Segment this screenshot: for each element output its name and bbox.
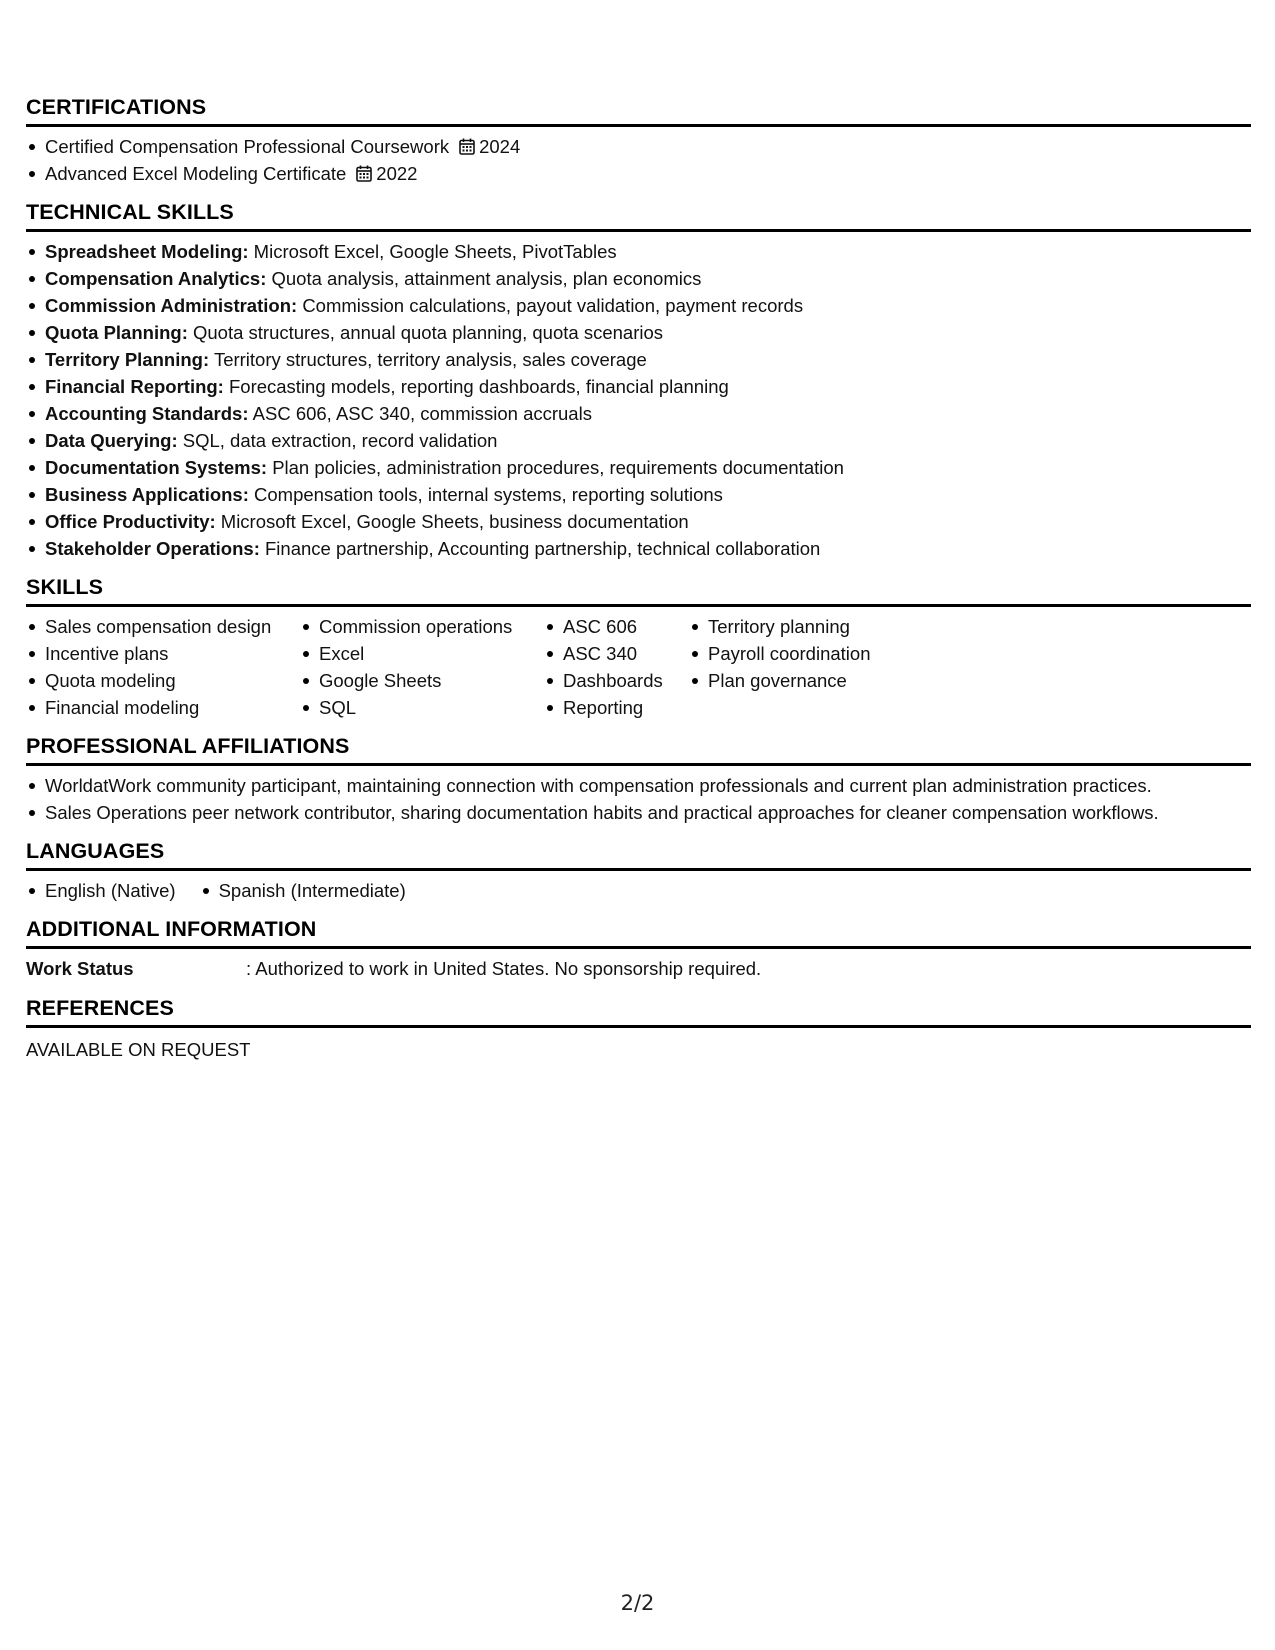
technical-skills-list bbox=[26, 232, 1251, 574]
languages-heading: LANGUAGES bbox=[26, 838, 1251, 871]
technical-skill-label: Compensation Analytics: bbox=[45, 268, 267, 289]
technical-skill-label: Commission Administration: bbox=[45, 295, 298, 316]
additional-info-heading: ADDITIONAL INFORMATION bbox=[26, 916, 1251, 949]
skill-item: SQL bbox=[300, 694, 544, 721]
skill-item: Google Sheets bbox=[300, 667, 544, 694]
technical-skill-text: Finance partnership, Accounting partnership, technical collaboration bbox=[265, 538, 821, 559]
references-section bbox=[26, 995, 1251, 1063]
technical-skill-label: Spreadsheet Modeling: bbox=[45, 241, 249, 262]
technical-skill-item bbox=[26, 508, 1251, 535]
affiliation-item: WorldatWork community participant, maintaining connection with compensation professionals and current plan administration practices. bbox=[26, 772, 1251, 799]
calendar-icon bbox=[356, 165, 372, 182]
skills-column bbox=[689, 613, 909, 721]
skill-item: Payroll coordination bbox=[689, 640, 909, 667]
skill-item: Commission operations bbox=[300, 613, 544, 640]
technical-skill-item bbox=[26, 481, 1251, 508]
technical-skill-label: Financial Reporting: bbox=[45, 376, 224, 397]
technical-skill-text: Microsoft Excel, Google Sheets, business documentation bbox=[220, 511, 689, 532]
skill-item: Sales compensation design bbox=[26, 613, 300, 640]
technical-skill-item bbox=[26, 292, 1251, 319]
references-text: AVAILABLE ON REQUEST bbox=[26, 1039, 251, 1060]
certifications-section bbox=[26, 94, 1251, 199]
certification-year: 2024 bbox=[479, 136, 521, 157]
skill-item: Quota modeling bbox=[26, 667, 300, 694]
languages-list bbox=[26, 871, 1251, 916]
technical-skill-item bbox=[26, 265, 1251, 292]
affiliations-heading: PROFESSIONAL AFFILIATIONS bbox=[26, 733, 1251, 766]
technical-skill-item bbox=[26, 373, 1251, 400]
technical-skill-item bbox=[26, 346, 1251, 373]
certification-name: Certified Compensation Professional Coursework bbox=[45, 136, 450, 157]
references-heading: REFERENCES bbox=[26, 995, 1251, 1028]
technical-skill-label: Accounting Standards: bbox=[45, 403, 249, 424]
language-item: English (Native) bbox=[26, 877, 176, 904]
skills-heading: SKILLS bbox=[26, 574, 1251, 607]
languages-section bbox=[26, 838, 1251, 916]
affiliations-section bbox=[26, 733, 1251, 838]
skill-item: Reporting bbox=[544, 694, 689, 721]
technical-skill-label: Business Applications: bbox=[45, 484, 249, 505]
skill-item: Excel bbox=[300, 640, 544, 667]
affiliations-list bbox=[26, 766, 1251, 838]
technical-skill-text: Quota analysis, attainment analysis, plan economics bbox=[271, 268, 702, 289]
technical-skill-label: Stakeholder Operations: bbox=[45, 538, 260, 559]
technical-skill-label: Office Productivity: bbox=[45, 511, 216, 532]
skills-section bbox=[26, 574, 1251, 733]
technical-skill-text: Quota structures, annual quota planning, quota scenarios bbox=[193, 322, 664, 343]
skill-item: ASC 340 bbox=[544, 640, 689, 667]
work-status-label: Work Status bbox=[26, 958, 134, 979]
technical-skill-text: SQL, data extraction, record validation bbox=[182, 430, 498, 451]
skill-item: ASC 606 bbox=[544, 613, 689, 640]
technical-skill-item bbox=[26, 454, 1251, 481]
certification-name: Advanced Excel Modeling Certificate bbox=[45, 163, 347, 184]
language-item: Spanish (Intermediate) bbox=[200, 877, 406, 904]
technical-skill-label: Quota Planning: bbox=[45, 322, 188, 343]
technical-skill-label: Data Querying: bbox=[45, 430, 178, 451]
technical-skill-text: Forecasting models, reporting dashboards, financial planning bbox=[228, 376, 729, 397]
work-status-value: : Authorized to work in United States. No sponsorship required. bbox=[246, 958, 762, 979]
additional-info-section bbox=[26, 916, 1251, 995]
technical-skill-text: Territory structures, territory analysis, sales coverage bbox=[213, 349, 647, 370]
certification-year: 2022 bbox=[376, 163, 418, 184]
technical-skill-item bbox=[26, 535, 1251, 562]
technical-skill-item bbox=[26, 400, 1251, 427]
skill-item: Financial modeling bbox=[26, 694, 300, 721]
technical-skill-item bbox=[26, 238, 1251, 265]
skills-grid bbox=[26, 607, 1251, 733]
skill-item: Plan governance bbox=[689, 667, 909, 694]
certification-item bbox=[26, 160, 1251, 187]
page-number: 2/2 bbox=[620, 1591, 655, 1615]
technical-skill-label: Territory Planning: bbox=[45, 349, 210, 370]
work-status-row bbox=[26, 949, 1251, 995]
affiliation-item: Sales Operations peer network contributor, sharing documentation habits and practical approaches for cleaner compensation workflows. bbox=[26, 799, 1251, 826]
technical-skill-item bbox=[26, 427, 1251, 454]
skills-column bbox=[26, 613, 300, 721]
technical-skill-item bbox=[26, 319, 1251, 346]
certification-item bbox=[26, 133, 1251, 160]
skills-column bbox=[300, 613, 544, 721]
skills-column bbox=[544, 613, 689, 721]
skill-item: Dashboards bbox=[544, 667, 689, 694]
certifications-heading: CERTIFICATIONS bbox=[26, 94, 1251, 127]
skill-item: Incentive plans bbox=[26, 640, 300, 667]
technical-skills-heading: TECHNICAL SKILLS bbox=[26, 199, 1251, 232]
technical-skill-text: Compensation tools, internal systems, reporting solutions bbox=[254, 484, 723, 505]
technical-skill-text: Plan policies, administration procedures, requirements documentation bbox=[272, 457, 844, 478]
technical-skill-text: Microsoft Excel, Google Sheets, PivotTables bbox=[253, 241, 617, 262]
certifications-list bbox=[26, 127, 1251, 199]
calendar-icon bbox=[459, 138, 475, 155]
technical-skill-label: Documentation Systems: bbox=[45, 457, 268, 478]
resume-page bbox=[26, 94, 1251, 1063]
technical-skill-text: ASC 606, ASC 340, commission accruals bbox=[252, 403, 592, 424]
technical-skills-section bbox=[26, 199, 1251, 574]
skill-item: Territory planning bbox=[689, 613, 909, 640]
technical-skill-text: Commission calculations, payout validation, payment records bbox=[302, 295, 804, 316]
